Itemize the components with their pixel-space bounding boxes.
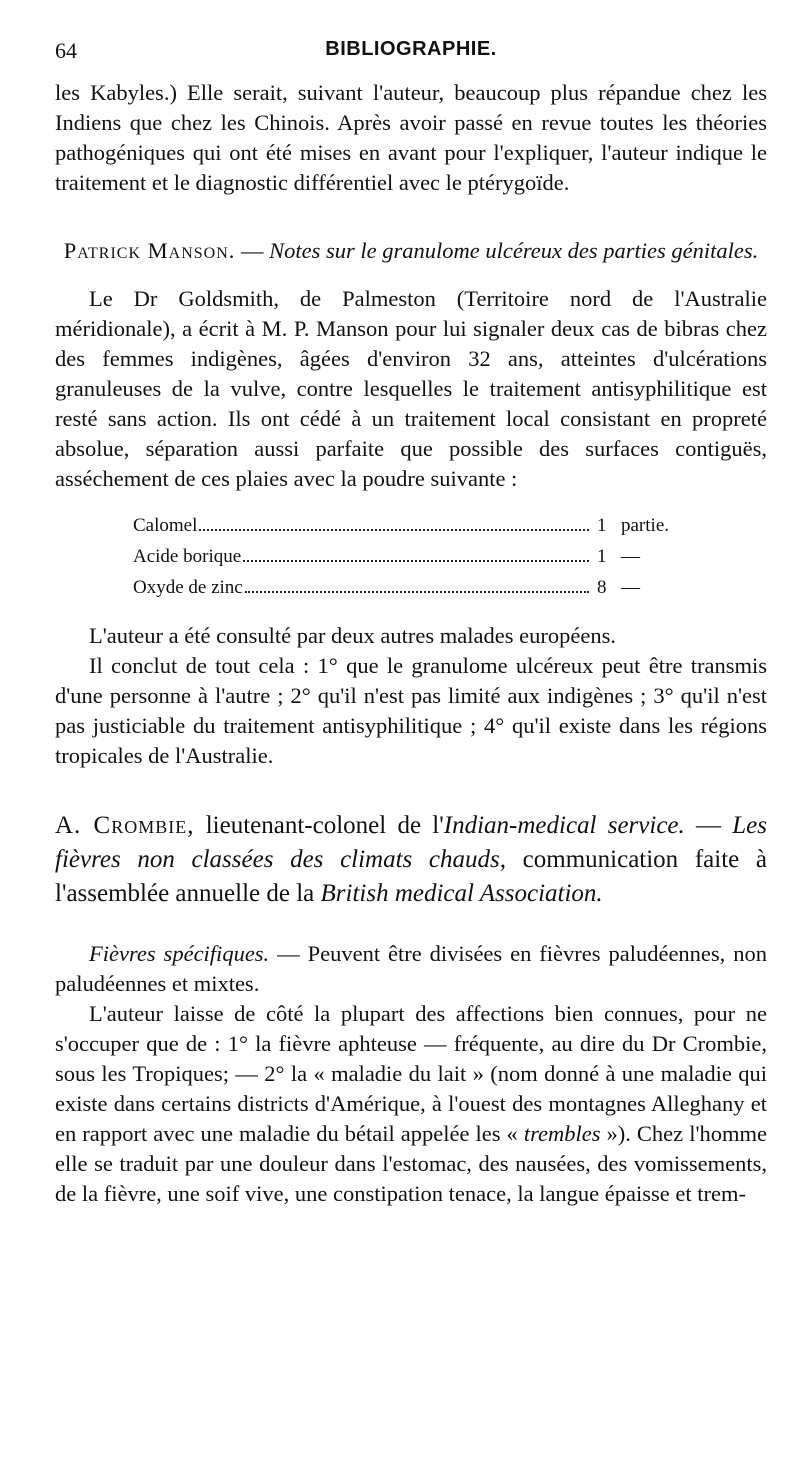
section-title: Les fièvres non classées des climats chauds, [55, 812, 768, 873]
page-header [55, 38, 767, 78]
paragraph-goldsmith: Le Dr Goldsmith, de Palmeston (Territoire nord de l'Australie méridionale), a écrit à M. P. Manson pour lui signaler deux cas de bibras chez des femmes indigènes, âgées d'environ 32 ans, atteintes d'ulcérations granuleuses de la vulve, contre lesquelles le traitement antisyphilitique est resté sans action. Ils ont cédé à un traitement local consistant en propreté absolue, séparation aussi parfaite que possible des surfaces contiguës, asséchement de ces plaies avec la poudre suivante : [55, 286, 767, 491]
subsection-label: Fièvres spécifiques. [89, 941, 270, 966]
paragraph-author-notes [55, 999, 767, 1209]
paragraph-text: »). Chez l'homme elle se traduit par une douleur dans l'estomac, des nausées, des vomissements, de la fièvre, une soif vive, une constipation tenace, la langue épaisse et trem- [55, 1121, 767, 1206]
heading-dash: — [684, 812, 733, 839]
author-role: lieutenant-colonel de l' [194, 812, 444, 839]
recipe-quantity: 1 [597, 515, 607, 536]
term-trembles: trembles [523, 1121, 601, 1146]
paragraph-consulted: L'auteur a été consulté par deux autres malades européens. [89, 623, 616, 648]
recipe-ingredient: Acide borique [133, 546, 242, 567]
paragraph-text: — Peuvent être divisées en fièvres paludéennes, non paludéennes et mixtes. [55, 941, 767, 996]
paragraph-continuation: les Kabyles.) Elle serait, suivant l'auteur, beaucoup plus répandue chez les Indiens que chez les Chinois. Après avoir passé en revue toutes les théories pathogéniques qui ont été mises en avant pour l'expliquer, l'auteur indique le traitement et le diagnostic différentiel avec le ptérygoïde. [55, 80, 767, 195]
page [55, 38, 767, 1209]
recipe-row [133, 572, 693, 603]
recipe-unit: — [621, 577, 640, 598]
section-author: A. Crombie, [55, 812, 195, 839]
dot-leader [245, 591, 589, 593]
running-title: BIBLIOGRAPHIE. [325, 38, 497, 60]
page-number: 64 [55, 38, 77, 63]
paragraph-conclusion: Il conclut de tout cela : 1° que le granulome ulcéreux peut être transmis d'une personne à l'autre ; 2° qu'il n'est pas limité aux indigènes ; 3° qu'il n'est pas justiciable du traitement antisyphilitique ; 4° qu'il existe dans les régions tropicales de l'Australie. [55, 653, 767, 768]
paragraph-text: L'auteur laisse de côté la plupart des affections bien connues, pour ne s'occuper que de : 1° la fièvre aphteuse — fréquente, au dire du Dr Crombie, sous les Tropiques; — 2° la « maladie du lait » (nom donné à une maladie qui existe dans certains districts d'Amérique, à l'ouest des montagnes Alleghany et en rapport avec une maladie du bétail appelée les « [55, 1001, 767, 1146]
heading-dash: — [235, 238, 270, 263]
section-heading-crombie [55, 809, 767, 911]
recipe-ingredient: Oxyde de zinc [133, 577, 243, 598]
recipe-row [133, 510, 693, 541]
association-name: British medical Association. [320, 880, 603, 907]
recipe-list [133, 510, 693, 603]
recipe-unit: partie. [621, 515, 670, 536]
recipe-quantity: 8 [597, 577, 607, 598]
recipe-ingredient: Calomel [133, 515, 198, 536]
paragraph-fevers [55, 939, 767, 999]
section-heading-manson [55, 236, 767, 266]
dot-leader [199, 529, 589, 531]
heading-rest: communication faite à l'assemblée annuelle de la [55, 846, 767, 907]
recipe-quantity: 1 [597, 546, 607, 567]
recipe-row [133, 541, 693, 572]
section-title: Notes sur le granulome ulcéreux des parties génitales. [269, 238, 759, 263]
dot-leader [243, 560, 589, 562]
service-name: Indian-medical service. [443, 812, 685, 839]
section-author: Patrick Manson. [63, 238, 236, 263]
recipe-unit: — [621, 546, 640, 567]
